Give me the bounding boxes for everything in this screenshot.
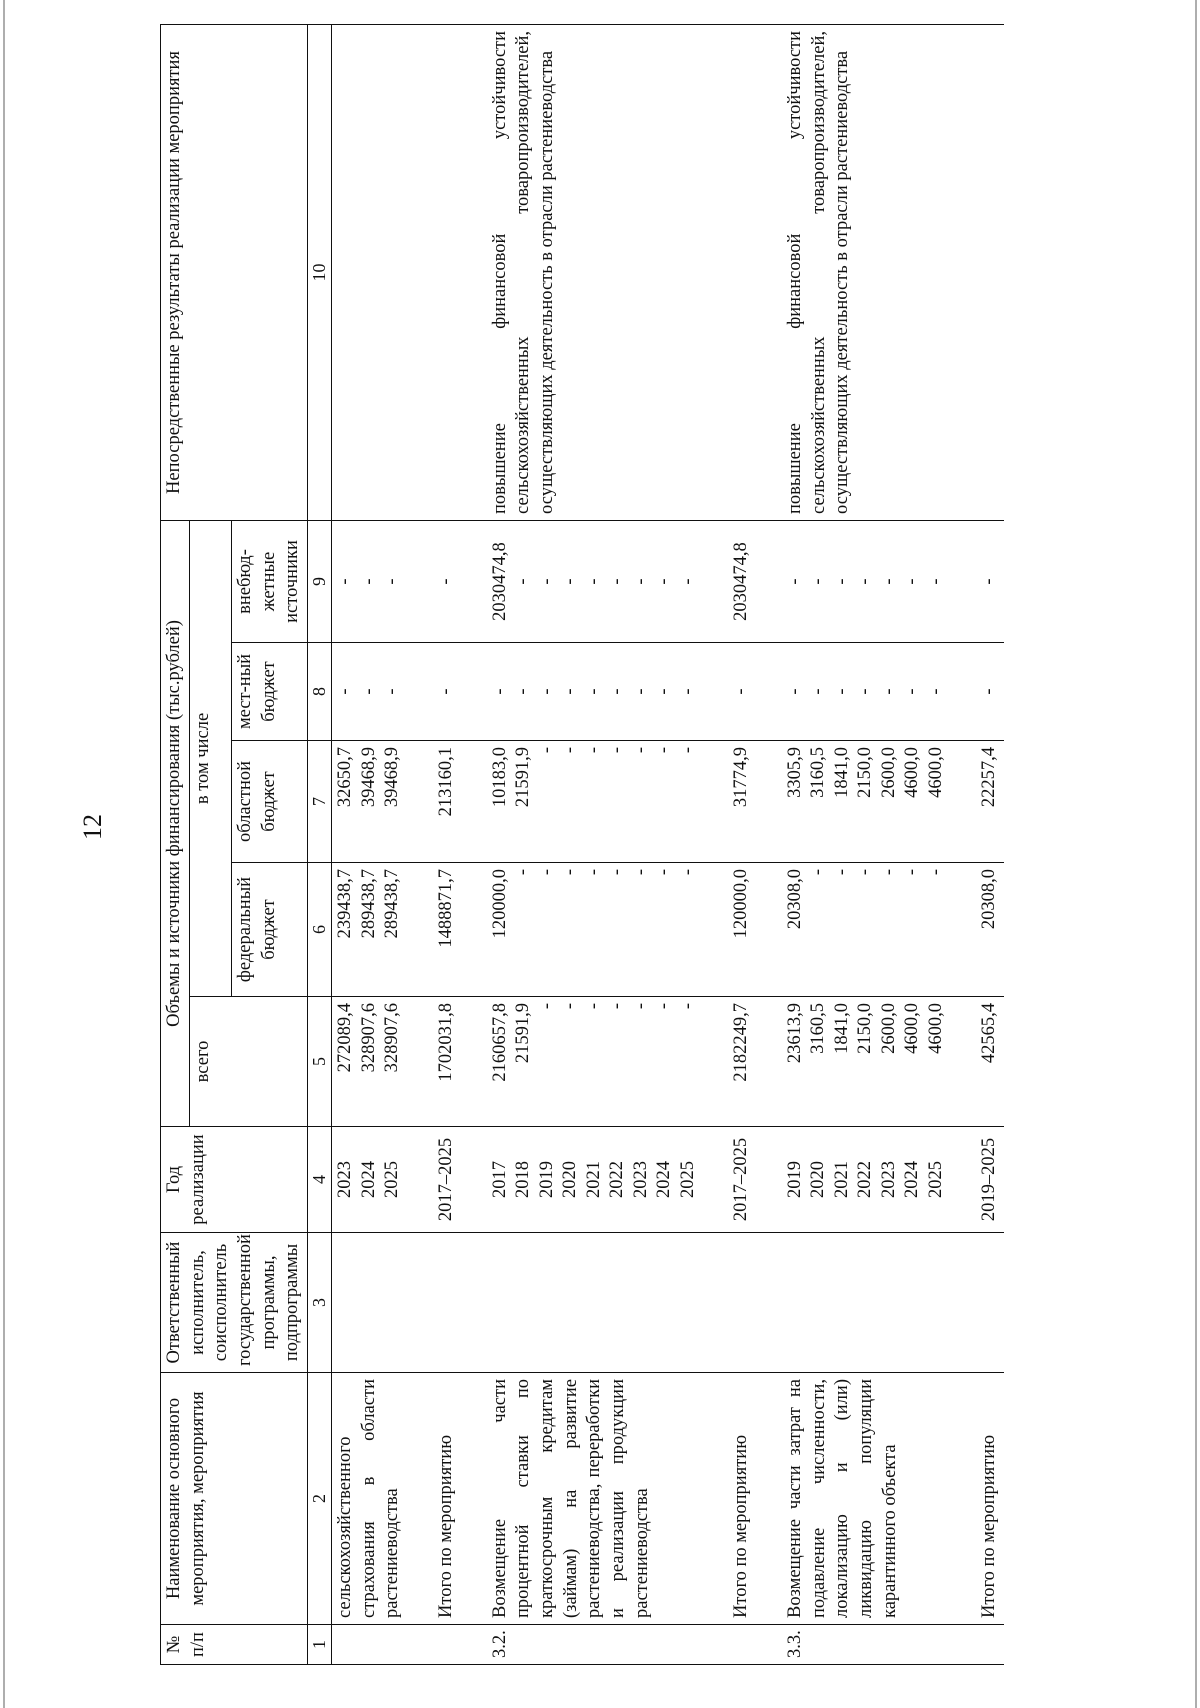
value-line: - — [630, 747, 651, 754]
value-line: - — [607, 1003, 628, 1010]
page-number: 12 — [78, 814, 107, 840]
value-line: 3160,5 — [808, 1003, 829, 1054]
header-volumes: Объемы и источники финансирования (тыс.рублей) — [161, 520, 190, 1126]
col-num: 4 — [308, 1127, 332, 1233]
value-line: - — [831, 688, 852, 695]
value-line: - — [536, 1003, 557, 1010]
value-line: - — [630, 578, 651, 585]
value-line: 2025 — [382, 1161, 403, 1198]
rotated-table-container — [160, 25, 1020, 1665]
value-line: - — [855, 869, 876, 876]
value-line: - — [583, 1003, 604, 1010]
value-line: 3305,9 — [784, 747, 805, 798]
header-executor: Ответственный исполнитель, соисполнитель государственной программы, подпрограммы — [161, 1233, 308, 1373]
value-line: - — [536, 578, 557, 585]
measure-result: повышение финансовой устойчивости сельскохозяйственных товаропроизводителей, осуществляющих деятельность в отрасли растениеводства — [782, 24, 951, 520]
value-line: 4600,0 — [902, 747, 923, 798]
total-sum: 42565,4 — [976, 997, 1004, 1127]
value-line: 2021 — [831, 1161, 852, 1198]
header-local: мест-ный бюджет — [232, 643, 308, 741]
total-values — [487, 997, 703, 1127]
table-row-total — [728, 24, 756, 1664]
value-line: - — [902, 578, 923, 585]
value-line: 2020 — [560, 1161, 581, 1198]
value-line: - — [607, 869, 628, 876]
value-line: - — [607, 747, 628, 754]
total-regional: 31774,9 — [728, 741, 756, 863]
value-line: 20308,0 — [784, 869, 805, 930]
value-line: - — [358, 688, 379, 695]
value-line: 2024 — [654, 1161, 675, 1198]
table-row-total — [433, 24, 461, 1664]
value-line: 2022 — [855, 1161, 876, 1198]
value-line: - — [630, 1003, 651, 1010]
value-line: - — [654, 578, 675, 585]
value-line: - — [513, 688, 534, 695]
total-federal: 1488871,7 — [433, 863, 461, 997]
value-line: 2600,0 — [878, 747, 899, 798]
value-line: - — [831, 578, 852, 585]
measure-name: Возмещение части процентной ставки по краткосрочным кредитам (займам) на развитие растениеводства, переработки и реализации продукции растениеводства — [487, 1373, 703, 1625]
measure-number: 3.3. — [782, 1625, 951, 1665]
value-line: 2024 — [358, 1161, 379, 1198]
col-num: 7 — [308, 741, 332, 863]
value-line: - — [878, 688, 899, 695]
value-line: - — [607, 688, 628, 695]
header-column-numbers — [308, 24, 332, 1664]
local-values — [487, 643, 703, 741]
value-line: - — [630, 869, 651, 876]
value-line: - — [784, 688, 805, 695]
col-num: 3 — [308, 1233, 332, 1373]
value-line: - — [808, 688, 829, 695]
header-results: Непосредственные результаты реализации мероприятия — [161, 24, 308, 520]
value-line: 272089,4 — [335, 1003, 356, 1073]
value-line: 21591,9 — [513, 747, 534, 808]
total-years: 2017–2025 — [433, 1127, 461, 1233]
value-line: 3160,5 — [808, 747, 829, 798]
value-line: 289438,7 — [382, 869, 403, 939]
value-line: 2023 — [878, 1161, 899, 1198]
local-values — [332, 643, 408, 741]
value-line: - — [583, 869, 604, 876]
table-row — [782, 24, 951, 1664]
value-line: 2022 — [607, 1161, 628, 1198]
col-num: 8 — [308, 643, 332, 741]
value-line: - — [925, 869, 946, 876]
value-line: - — [489, 688, 510, 695]
total-label: Итого по мероприятию — [433, 1373, 461, 1625]
years-list — [487, 1127, 703, 1233]
value-line: - — [382, 578, 403, 585]
col-num: 1 — [308, 1625, 332, 1665]
financing-table — [160, 24, 1004, 1665]
federal-values — [487, 863, 703, 997]
value-line: - — [878, 869, 899, 876]
value-line: 2017 — [489, 1161, 510, 1198]
value-line: 328907,6 — [358, 1003, 379, 1073]
col-num: 2 — [308, 1373, 332, 1625]
federal-values — [782, 863, 951, 997]
value-line: 2030474,8 — [489, 542, 510, 621]
total-extrabudget: - — [433, 520, 461, 642]
value-line: 2025 — [925, 1161, 946, 1198]
value-line: - — [607, 578, 628, 585]
header-in-that: в том числе — [189, 520, 231, 996]
value-line: 23613,9 — [784, 1003, 805, 1064]
value-line: - — [630, 688, 651, 695]
value-line: 32650,7 — [335, 747, 356, 808]
years-list — [332, 1127, 408, 1233]
value-line: - — [831, 869, 852, 876]
value-line: 2020 — [808, 1161, 829, 1198]
total-local: - — [976, 643, 1004, 741]
header-federal: федеральный бюджет — [232, 863, 308, 997]
value-line: - — [677, 869, 698, 876]
total-years: 2017–2025 — [728, 1127, 756, 1233]
value-line: 4600,0 — [902, 1003, 923, 1054]
value-line: - — [583, 578, 604, 585]
total-federal: 20308,0 — [976, 863, 1004, 997]
total-label: Итого по мероприятию — [728, 1373, 756, 1625]
value-line: - — [560, 747, 581, 754]
value-line: 2025 — [677, 1161, 698, 1198]
value-line: 2150,0 — [855, 1003, 876, 1054]
page-edge-left — [3, 0, 5, 1708]
total-federal: 120000,0 — [728, 863, 756, 997]
value-line: - — [560, 688, 581, 695]
value-line: 2023 — [630, 1161, 651, 1198]
federal-values — [332, 863, 408, 997]
value-line: 2160657,8 — [489, 1003, 510, 1082]
extrabudget-values — [332, 520, 408, 642]
value-line: - — [583, 688, 604, 695]
value-line: 2150,0 — [855, 747, 876, 798]
value-line: - — [925, 688, 946, 695]
total-extrabudget: - — [976, 520, 1004, 642]
value-line: - — [560, 1003, 581, 1010]
local-values — [782, 643, 951, 741]
col-num: 10 — [308, 24, 332, 520]
value-line: - — [382, 688, 403, 695]
value-line: 21591,9 — [513, 1003, 534, 1064]
value-line: - — [560, 869, 581, 876]
value-line: - — [878, 578, 899, 585]
value-line: - — [536, 688, 557, 695]
header-year: Год реализации — [161, 1127, 308, 1233]
measure-name: сельскохозяйственного страхования в области растениеводства — [332, 1373, 408, 1625]
years-list — [782, 1127, 951, 1233]
value-line: 39468,9 — [358, 747, 379, 808]
value-line: - — [902, 869, 923, 876]
value-line: - — [808, 578, 829, 585]
total-sum: 1702031,8 — [433, 997, 461, 1127]
value-line: 2018 — [513, 1161, 534, 1198]
value-line: 289438,7 — [358, 869, 379, 939]
table-body — [332, 24, 1005, 1664]
value-line: 4600,0 — [925, 747, 946, 798]
col-num: 6 — [308, 863, 332, 997]
total-label: Итого по мероприятию — [976, 1373, 1004, 1625]
value-line: - — [560, 578, 581, 585]
value-line: 328907,6 — [382, 1003, 403, 1073]
extrabudget-values — [782, 520, 951, 642]
value-line: - — [654, 747, 675, 754]
value-line: 239438,7 — [335, 869, 356, 939]
value-line: - — [925, 578, 946, 585]
value-line: 2024 — [902, 1161, 923, 1198]
value-line: - — [677, 747, 698, 754]
value-line: - — [335, 688, 356, 695]
measure-number: 3.2. — [487, 1625, 703, 1665]
value-line: 2600,0 — [878, 1003, 899, 1054]
extrabudget-values — [487, 520, 703, 642]
regional-values — [332, 741, 408, 863]
value-line: - — [784, 578, 805, 585]
value-line: - — [335, 578, 356, 585]
value-line: - — [654, 1003, 675, 1010]
value-line: - — [536, 869, 557, 876]
total-local: - — [433, 643, 461, 741]
value-line: - — [536, 747, 557, 754]
value-line: - — [677, 578, 698, 585]
value-line: 1841,0 — [831, 747, 852, 798]
value-line: - — [513, 869, 534, 876]
regional-values — [782, 741, 951, 863]
regional-values — [487, 741, 703, 863]
value-line: - — [808, 869, 829, 876]
table-header — [161, 24, 332, 1664]
header-total: всего — [189, 997, 307, 1127]
value-line: - — [677, 1003, 698, 1010]
value-line: 4600,0 — [925, 1003, 946, 1054]
header-number: № п/п — [161, 1625, 308, 1665]
total-sum: 2182249,7 — [728, 997, 756, 1127]
value-line: - — [902, 688, 923, 695]
table-row-total — [976, 24, 1004, 1664]
total-regional: 213160,1 — [433, 741, 461, 863]
value-line: 2019 — [536, 1161, 557, 1198]
total-years: 2019–2025 — [976, 1127, 1004, 1233]
measure-name: Возмещение части затрат на подавление численности, локализацию и (или) ликвидацию популяции карантинного объекта — [782, 1373, 951, 1625]
table-row — [487, 24, 703, 1664]
value-line: 39468,9 — [382, 747, 403, 808]
value-line: 120000,0 — [489, 869, 510, 939]
value-line: 1841,0 — [831, 1003, 852, 1054]
value-line: 2023 — [335, 1161, 356, 1198]
header-extrabudget: внебюд-жетные источники — [232, 520, 308, 642]
page-edge-right — [1195, 0, 1197, 1708]
value-line: - — [677, 688, 698, 695]
total-values — [332, 997, 408, 1127]
value-line: 10183,0 — [489, 747, 510, 808]
total-extrabudget: 2030474,8 — [728, 520, 756, 642]
value-line: - — [654, 869, 675, 876]
value-line: - — [583, 747, 604, 754]
value-line: - — [513, 578, 534, 585]
value-line: - — [358, 578, 379, 585]
measure-result: повышение финансовой устойчивости сельскохозяйственных товаропроизводителей, осуществляющих деятельность в отрасли растениеводства — [487, 24, 703, 520]
total-local: - — [728, 643, 756, 741]
header-regional: областной бюджет — [232, 741, 308, 863]
value-line: - — [855, 578, 876, 585]
col-num: 5 — [308, 997, 332, 1127]
col-num: 9 — [308, 520, 332, 642]
value-line: 2021 — [583, 1161, 604, 1198]
value-line: 2019 — [784, 1161, 805, 1198]
header-name: Наименование основного мероприятия, мероприятия — [161, 1373, 308, 1625]
value-line: - — [855, 688, 876, 695]
value-line: - — [654, 688, 675, 695]
total-regional: 22257,4 — [976, 741, 1004, 863]
total-values — [782, 997, 951, 1127]
table-row — [332, 24, 408, 1664]
